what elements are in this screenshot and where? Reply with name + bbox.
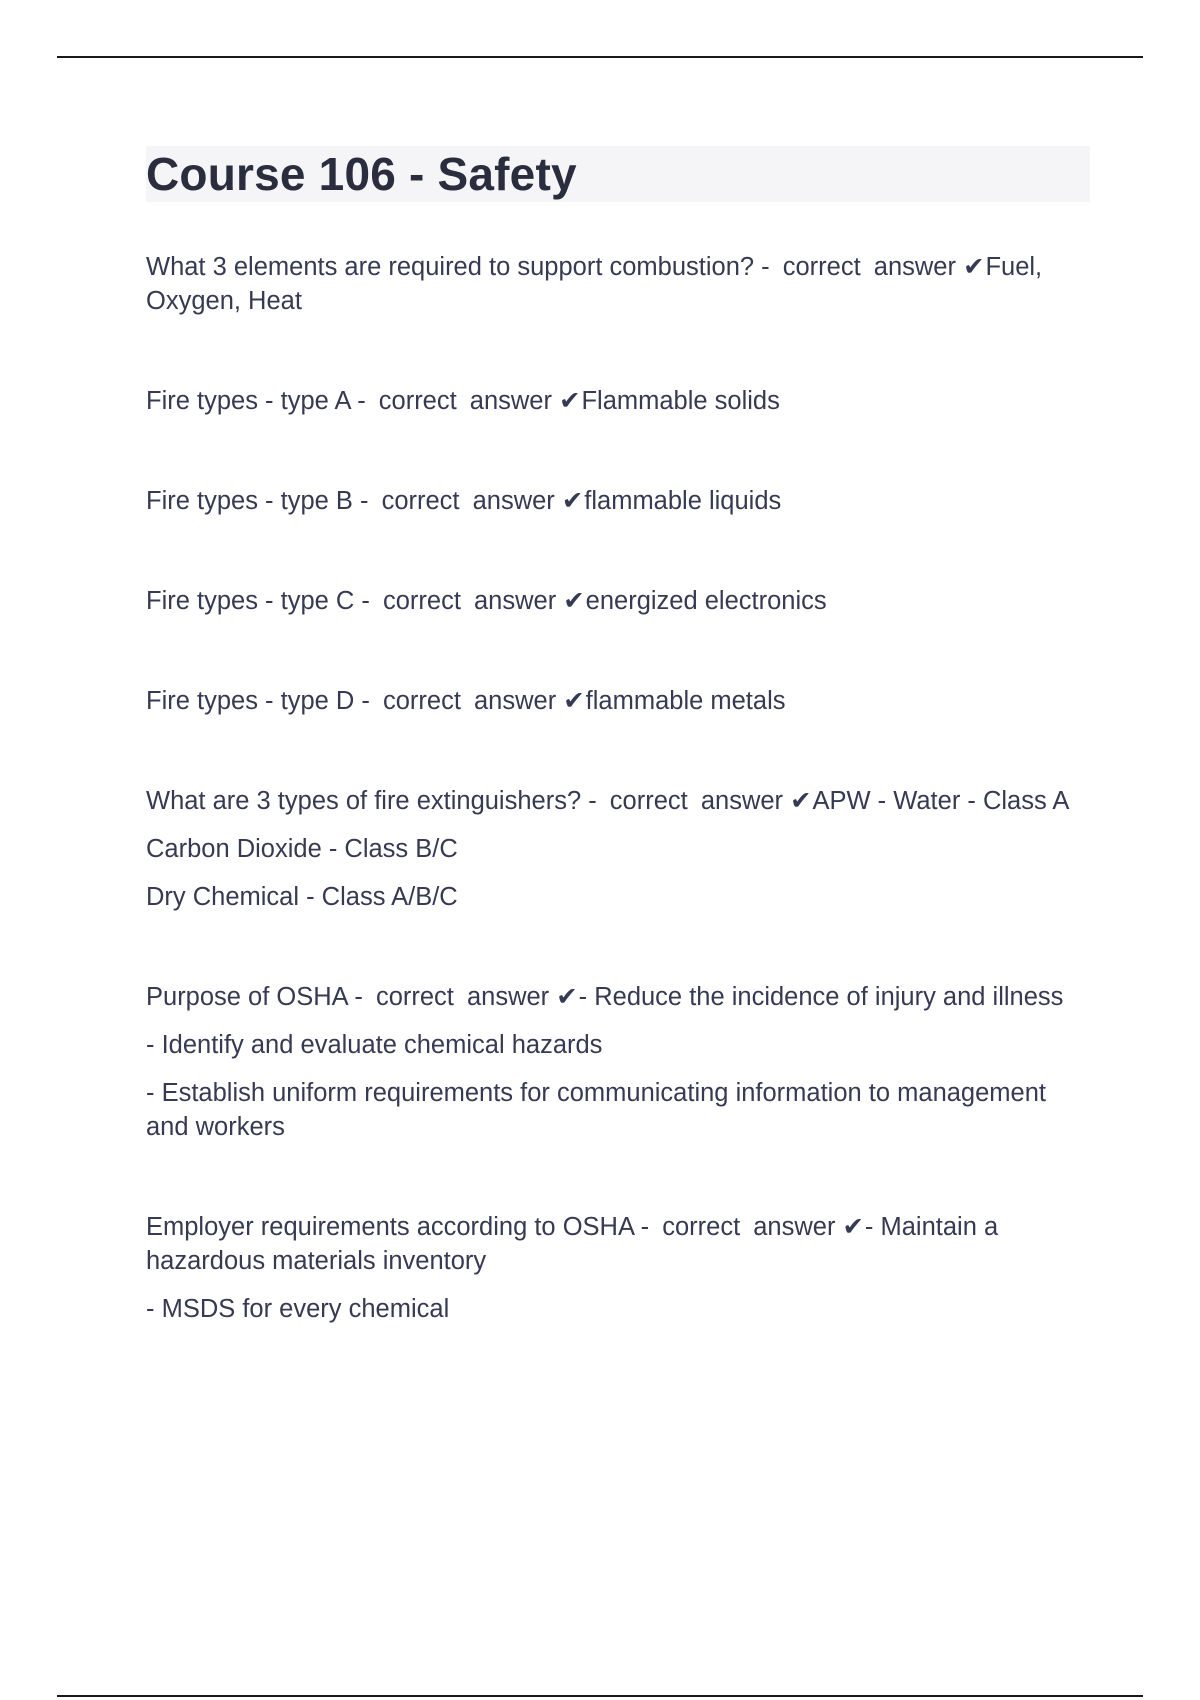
qa-item [146,250,1090,318]
correct-answer-label: - correct answer [640,1213,836,1241]
checkmark-icon: ✔ [842,1213,864,1241]
page-title: Course 106 - Safety [146,148,577,200]
checkmark-icon: ✔ [790,787,812,815]
qa-item [146,584,1090,618]
qa-item [146,784,1090,914]
qa-item [146,980,1090,1144]
checkmark-icon: ✔ [556,983,578,1011]
answer-continuation-line: Carbon Dioxide - Class B/C [146,835,458,863]
question-text: Fire types - type D [146,687,355,715]
qa-question-line [146,980,1090,1014]
document-body [146,146,1090,1392]
question-text: Purpose of OSHA [146,983,348,1011]
qa-item [146,684,1090,718]
correct-answer-label: - correct answer [761,253,956,281]
correct-answer-label: - correct answer [354,983,550,1011]
qa-question-line [146,250,1090,318]
top-rule [57,56,1143,58]
title-band [146,146,1090,202]
correct-answer-label: - correct answer [588,787,784,815]
answer-continuation-line: - Establish uniform requirements for communicating information to management and workers [146,1079,1046,1141]
qa-question-line [146,584,1090,618]
answer-continuation-line: - Identify and evaluate chemical hazards [146,1031,603,1059]
qa-item [146,1210,1090,1326]
question-text: Fire types - type B [146,487,353,515]
question-text: Fire types - type C [146,587,355,615]
bottom-rule [57,1695,1143,1697]
answer-continuation-line: - MSDS for every chemical [146,1295,450,1323]
question-text: Fire types - type A [146,387,351,415]
checkmark-icon: ✔ [561,487,584,515]
qa-question-line [146,384,1090,418]
answer-text: energized electronics [585,587,827,615]
correct-answer-label: - correct answer [357,387,552,415]
checkmark-icon: ✔ [563,687,585,715]
qa-item [146,384,1090,418]
checkmark-icon: ✔ [963,253,985,281]
qa-question-line [146,684,1090,718]
answer-text: APW - Water - Class A [812,787,1070,815]
qa-question-line [146,1210,1090,1278]
answer-continuation-line: Dry Chemical - Class A/B/C [146,883,458,911]
correct-answer-label: - correct answer [361,587,557,615]
answer-text: - Reduce the incidence of injury and illness [578,983,1064,1011]
answer-text: Fuel, Oxygen, Heat [146,253,1043,315]
answer-text: Flammable solids [581,387,780,415]
correct-answer-label: - correct answer [361,687,557,715]
qa-question-line [146,484,1090,518]
qa-list [146,250,1090,1326]
checkmark-icon: ✔ [563,587,585,615]
answer-text: - Maintain a hazardous materials inventory [146,1213,999,1275]
answer-text: flammable metals [585,687,786,715]
qa-question-line [146,784,1090,818]
question-text: What are 3 types of fire extinguishers? [146,787,582,815]
qa-item [146,484,1090,518]
correct-answer-label: - correct answer [360,487,555,515]
answer-text: flammable liquids [584,487,782,515]
checkmark-icon: ✔ [559,387,581,415]
question-text: Employer requirements according to OSHA [146,1213,634,1241]
question-text: What 3 elements are required to support combustion? [146,253,755,281]
